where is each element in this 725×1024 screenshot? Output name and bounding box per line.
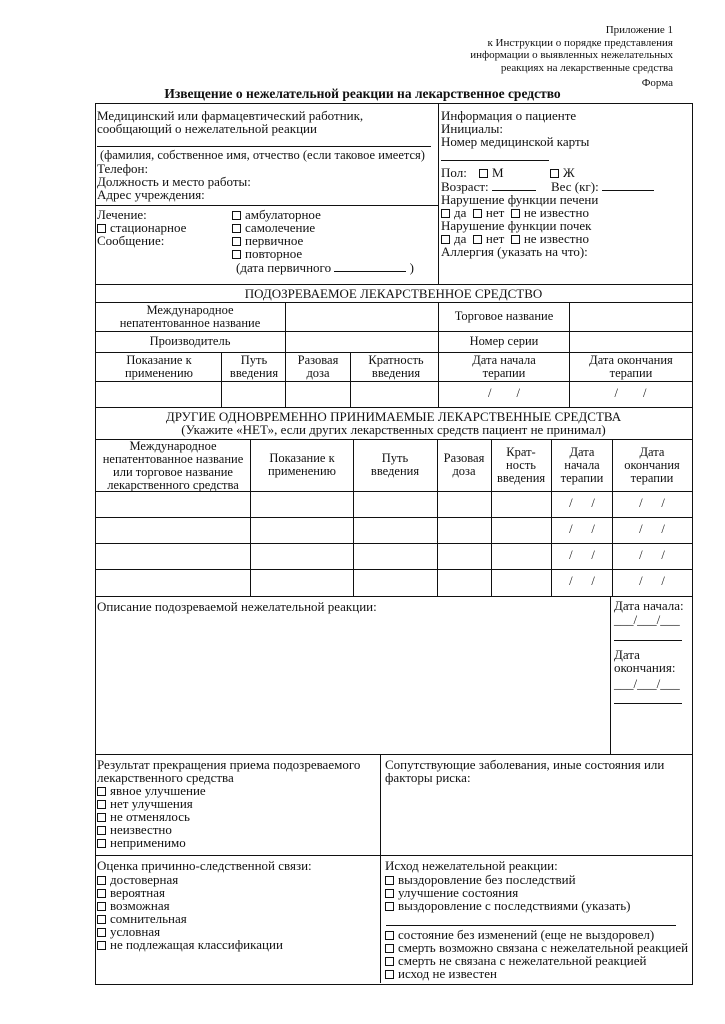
form-label: Форма — [641, 77, 673, 89]
option-label: самолечение — [245, 220, 316, 235]
option-label: явное улучшение — [110, 783, 206, 798]
option-label: да — [454, 231, 467, 246]
divider — [569, 331, 570, 352]
position-label: Должность и место работы: — [97, 174, 251, 189]
option-label: амбулаторное — [245, 207, 321, 222]
patient-title: Информация о пациенте — [441, 108, 577, 123]
checkbox[interactable] — [473, 235, 482, 244]
divider — [353, 439, 354, 596]
option-label: стационарное — [110, 220, 187, 235]
col-frequency: Кратность введения — [368, 353, 424, 380]
option-label: выздоровление с последствиями (указать) — [398, 898, 631, 913]
option-label: повторное — [245, 246, 303, 261]
checkbox[interactable] — [385, 931, 394, 940]
option-label: выздоровление без последствий — [398, 872, 576, 887]
reporter-name-field[interactable] — [97, 146, 431, 147]
paren: ) — [409, 260, 414, 275]
checkbox[interactable] — [511, 209, 520, 218]
option-label: вероятная — [110, 885, 165, 900]
option-label: условная — [110, 924, 161, 939]
reaction-start-line — [614, 640, 682, 641]
col-dose: Разовая доза — [443, 451, 485, 478]
col-indication: Показание к применению — [267, 451, 337, 478]
checkbox[interactable] — [441, 235, 450, 244]
outcome-option[interactable] — [385, 967, 497, 980]
checkbox[interactable] — [97, 839, 106, 848]
comorbid-title-1: Сопутствующие заболевания, иные состояния или — [385, 757, 665, 772]
initials-label: Инициалы: — [441, 121, 503, 136]
divider — [95, 331, 692, 332]
batch-label: Номер серии — [469, 334, 539, 348]
checkbox[interactable] — [232, 211, 241, 220]
reaction-end-label-1: Дата — [614, 647, 640, 662]
inn-text-2: непатентованное название — [119, 316, 261, 330]
col-end: Дата окончания терапии — [624, 445, 680, 485]
divider — [285, 352, 286, 407]
option-label: не отменялось — [110, 809, 190, 824]
start-date-field[interactable]: / / — [569, 548, 595, 562]
checkbox[interactable] — [385, 944, 394, 953]
start-date-field[interactable]: / / — [488, 386, 520, 400]
outcome-option[interactable] — [385, 899, 631, 912]
outcome-title: Исход нежелательной реакции: — [385, 858, 558, 873]
sex-female[interactable] — [550, 166, 575, 179]
divider — [612, 439, 613, 596]
checkbox[interactable] — [97, 915, 106, 924]
divider — [610, 596, 611, 754]
kidney-label: Нарушение функции почек — [441, 218, 592, 233]
checkbox[interactable] — [385, 889, 394, 898]
option-label: сомнительная — [110, 911, 187, 926]
option-label: смерть возможно связана с нежелательной реакцией — [398, 940, 689, 955]
divider — [491, 439, 492, 596]
col-name: Международное непатентованное название или торговое название лекарственного средства — [102, 439, 244, 492]
reaction-start-field[interactable]: ___/___/___ — [614, 612, 680, 627]
discontinuation-option[interactable] — [97, 836, 186, 849]
option-label: смерть не связана с нежелательной реакцией — [398, 953, 647, 968]
checkbox[interactable] — [97, 889, 106, 898]
option-label: нет — [485, 205, 505, 220]
option-label: возможная — [110, 898, 170, 913]
start-date-field[interactable]: / / — [569, 496, 595, 510]
col-dose: Разовая доза — [297, 353, 339, 380]
checkbox[interactable] — [385, 876, 394, 885]
checkbox[interactable] — [479, 169, 488, 178]
col-route: Путь введения — [370, 451, 420, 478]
address-label: Адрес учреждения: — [97, 187, 205, 202]
phone-label: Телефон: — [97, 161, 149, 176]
comorbid-title-2: факторы риска: — [385, 770, 471, 785]
option-label: первичное — [245, 233, 304, 248]
end-date-field[interactable]: / / — [639, 522, 665, 536]
checkbox[interactable] — [97, 224, 106, 233]
divider — [95, 381, 692, 382]
end-date-field[interactable]: / / — [639, 548, 665, 562]
reporter-title-2: сообщающий о нежелательной реакции — [97, 121, 317, 136]
checkbox[interactable] — [97, 813, 106, 822]
divider — [95, 569, 692, 570]
checkbox[interactable] — [97, 787, 106, 796]
divider — [95, 754, 692, 755]
inn-text-1: Международное — [146, 303, 234, 317]
option-label: не подлежащая классификации — [110, 937, 283, 952]
message-repeat[interactable] — [232, 247, 302, 260]
checkbox[interactable] — [97, 876, 106, 885]
option-label: да — [454, 205, 467, 220]
reaction-start-label: Дата начала: — [614, 598, 684, 613]
treatment-label: Лечение: — [97, 207, 147, 222]
sex-label: Пол: — [441, 165, 467, 180]
option-label: достоверная — [110, 872, 179, 887]
checkbox[interactable] — [550, 169, 559, 178]
option-label: улучшение состояния — [398, 885, 519, 900]
checkbox[interactable] — [97, 800, 106, 809]
concomitant-subtitle: (Укажите «НЕТ», если других лекарственных средств пациент не принимал) — [181, 422, 606, 437]
option-label: состояние без изменений (еще не выздоровел) — [398, 927, 655, 942]
col-start: Дата начала терапии — [560, 445, 604, 485]
checkbox[interactable] — [97, 928, 106, 937]
divider — [250, 439, 251, 596]
divider — [285, 331, 286, 352]
col-start: Дата начала терапии — [472, 353, 536, 380]
option-label: нет — [485, 231, 505, 246]
end-date-field[interactable]: / / — [614, 386, 647, 400]
divider — [95, 596, 692, 597]
weight-text: Вес (кг): — [551, 179, 599, 194]
document-header — [470, 24, 673, 90]
divider — [95, 284, 692, 285]
checkbox[interactable] — [97, 941, 106, 950]
divider — [221, 352, 222, 407]
divider — [95, 543, 692, 544]
divider — [95, 517, 692, 518]
concomitant-title: ДРУГИЕ ОДНОВРЕМЕННО ПРИНИМАЕМЫЕ ЛЕКАРСТВЕННЫЕ СРЕДСТВА — [165, 409, 622, 424]
start-date-field[interactable]: / / — [569, 522, 595, 536]
divider — [95, 407, 692, 408]
checkbox[interactable] — [97, 826, 106, 835]
annex-label: Приложение 1 — [605, 24, 673, 36]
reaction-end-line — [614, 703, 682, 704]
card-label: Номер медицинской карты — [441, 134, 590, 149]
checkbox[interactable] — [385, 957, 394, 966]
discontinuation-title-1: Результат прекращения приема подозреваемого — [97, 757, 361, 772]
outcome-sequelae-field[interactable] — [386, 925, 676, 926]
causality-title: Оценка причинно-следственной связи: — [97, 858, 312, 873]
reaction-description-label: Описание подозреваемой нежелательной реакции: — [97, 599, 377, 614]
option-label: неизвестно — [110, 822, 172, 837]
col-end: Дата окончания терапии — [589, 353, 673, 380]
col-route: Путь введения — [229, 353, 279, 380]
divider — [380, 754, 381, 983]
checkbox[interactable] — [441, 209, 450, 218]
checkbox[interactable] — [473, 209, 482, 218]
suspected-title: ПОДОЗРЕВАЕМОЕ ЛЕКАРСТВЕННОЕ СРЕДСТВО — [244, 286, 543, 301]
trade-label: Торговое название — [454, 309, 554, 323]
primary-date-field[interactable] — [334, 271, 406, 272]
end-date-field[interactable]: / / — [639, 496, 665, 510]
divider — [285, 302, 286, 331]
option-label: неприменимо — [110, 835, 186, 850]
divider — [569, 302, 570, 331]
annex-ref-1: к Инструкции о порядке представления — [487, 36, 673, 49]
checkbox[interactable] — [97, 902, 106, 911]
age-field[interactable] — [492, 190, 536, 191]
reaction-end-label-2: окончания: — [614, 660, 676, 675]
reporter-title-1: Медицинский или фармацевтический работник, — [97, 108, 364, 123]
checkbox[interactable] — [232, 237, 241, 246]
sex-male[interactable] — [479, 166, 504, 179]
option-label: не известно — [523, 205, 589, 220]
option-label: Ж — [563, 165, 575, 180]
causality-option[interactable] — [97, 938, 283, 951]
checkbox[interactable] — [385, 970, 394, 979]
reporter-fio-hint: (фамилия, собственное имя, отчество (если таковое имеется) — [100, 148, 425, 162]
col-indication: Показание к применению — [124, 353, 194, 380]
age-text: Возраст: — [441, 179, 489, 194]
divider — [551, 439, 552, 596]
checkbox[interactable] — [232, 224, 241, 233]
divider — [95, 855, 692, 856]
end-date-field[interactable]: / / — [639, 574, 665, 588]
annex-ref-2: информации о выявленных нежелательных — [470, 49, 673, 61]
primary-date-label — [236, 261, 414, 274]
option-label: нет улучшения — [110, 796, 193, 811]
form-frame — [95, 103, 693, 985]
primary-date-text: (дата первичного — [236, 260, 332, 275]
option-label: не известно — [523, 231, 589, 246]
col-frequency: Крат-ность введения — [497, 445, 546, 485]
weight-field[interactable] — [602, 190, 654, 191]
discontinuation-title-2: лекарственного средства — [97, 770, 234, 785]
allergy-label: Аллергия (указать на что): — [441, 244, 588, 259]
annex-ref-3: реакциях на лекарственные средства — [500, 61, 673, 74]
manufacturer-label: Производитель — [149, 334, 231, 348]
option-label: М — [492, 165, 504, 180]
divider — [438, 103, 439, 284]
checkbox[interactable] — [511, 235, 520, 244]
reaction-end-field[interactable]: ___/___/___ — [614, 676, 680, 691]
start-date-field[interactable]: / / — [569, 574, 595, 588]
inn-label — [96, 304, 284, 330]
divider — [350, 352, 351, 407]
divider — [95, 205, 439, 206]
page-title: Извещение о нежелательной реакции на лекарственное средство — [164, 86, 561, 101]
checkbox[interactable] — [385, 902, 394, 911]
option-label: исход не известен — [398, 966, 497, 981]
checkbox[interactable] — [232, 250, 241, 259]
liver-label: Нарушение функции печени — [441, 192, 599, 207]
message-label: Сообщение: — [97, 233, 165, 248]
card-number-field[interactable] — [441, 160, 549, 161]
